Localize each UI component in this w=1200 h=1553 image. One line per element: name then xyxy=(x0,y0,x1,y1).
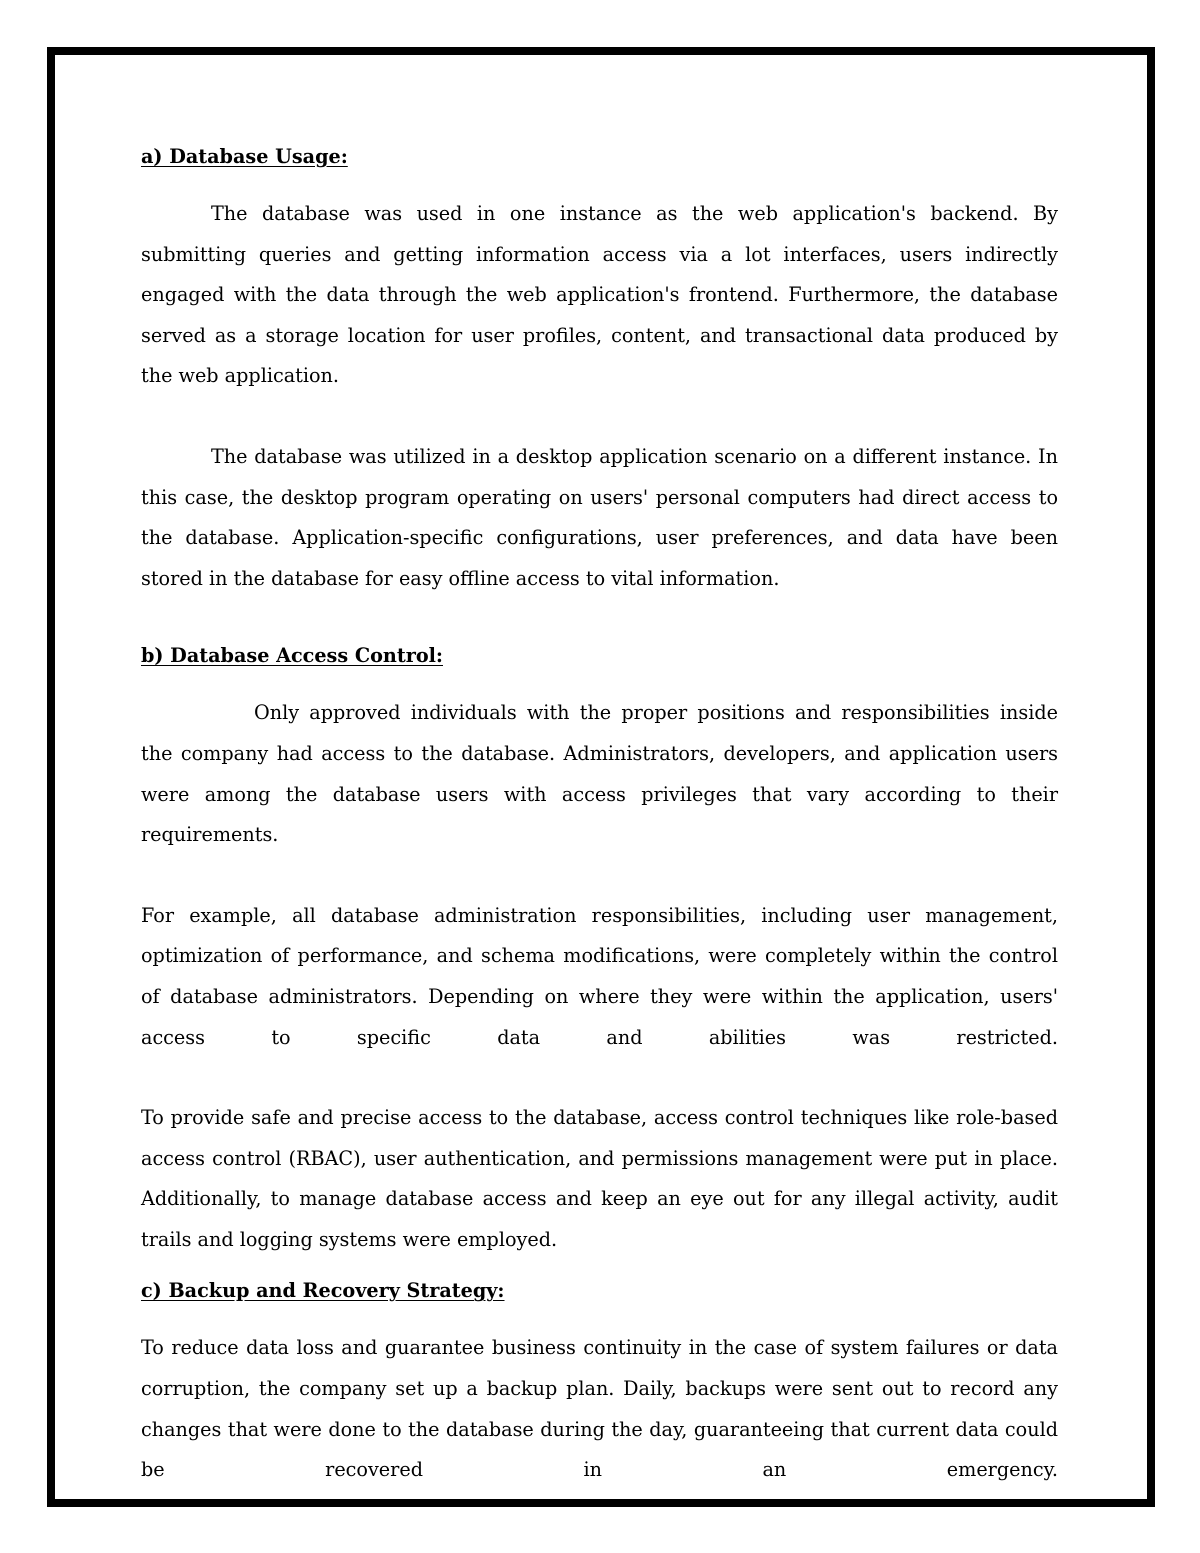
heading-database-access-control: b) Database Access Control: xyxy=(141,644,443,668)
paragraph-backup-plan: To reduce data loss and guarantee business continuity in the case of system failures or data corruption, the company set up a backup plan. Daily, backups were sent out to record any changes that were done to the database during the day, guaranteeing that current data could be recovered in an emergency. xyxy=(141,1336,1058,1482)
paragraph-access-techniques: To provide safe and precise access to the database, access control techniques like role-based access control (RBAC), user authentication, and permissions management were put in place. Additionally, to manage database access and keep an eye out for any illegal activity, audit trails and logging systems were employed. xyxy=(141,1106,1058,1251)
document-body xyxy=(141,140,1058,1491)
paragraph-access-example: For example, all database administration responsibilities, including user management, optimization of performance, and schema modifications, were completely within the control of database administrators. Depending on where they were within the application, users' access to specific data and abilities was restricted. xyxy=(141,903,1058,1049)
paragraph-usage-desktop: The database was utilized in a desktop application scenario on a different instance. In this case, the desktop program operating on users' personal computers had direct access to the database. Application-specific configurations, user preferences, and data have been stored in the database for easy offline access to vital information. xyxy=(141,444,1058,590)
paragraph-usage-web: The database was used in one instance as the web application's backend. By submitting queries and getting information access via a lot interfaces, users indirectly engaged with the data through the web application's frontend. Furthermore, the database served as a storage location for user profiles, content, and transactional data produced by the web application. xyxy=(141,202,1058,388)
paragraph-access-approved: Only approved individuals with the proper positions and responsibilities inside the company had access to the database. Administrators, developers, and application users were among the database users with access privileges that vary according to their requirements. xyxy=(141,701,1058,847)
heading-backup-recovery: c) Backup and Recovery Strategy: xyxy=(141,1279,505,1303)
heading-database-usage: a) Database Usage: xyxy=(141,145,348,168)
